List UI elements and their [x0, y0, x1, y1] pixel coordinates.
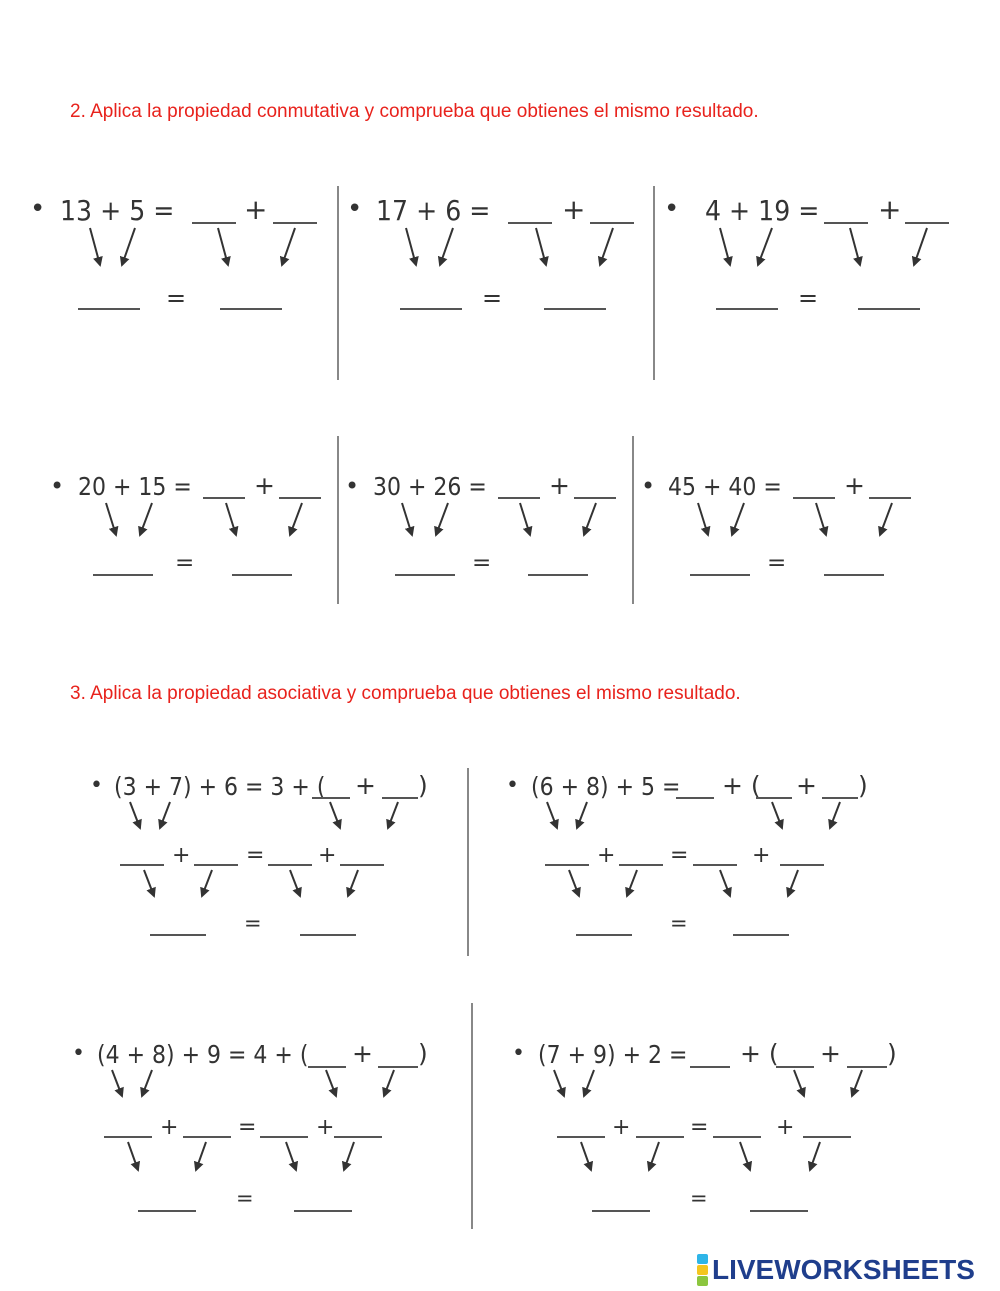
- equals-sign: =: [236, 1186, 254, 1210]
- logo-block: [697, 1276, 708, 1286]
- result-blank-left[interactable]: [93, 574, 153, 576]
- arrows-icon: [528, 225, 618, 270]
- expression: 17 + 6 =: [376, 194, 491, 227]
- plus-sign: +: [776, 1115, 795, 1140]
- result-blank-right[interactable]: [544, 308, 606, 310]
- arrows-icon: [124, 1140, 212, 1174]
- arrows-icon: [108, 1068, 158, 1100]
- plus-sign: +: [562, 193, 586, 226]
- close-paren: ): [418, 1039, 428, 1068]
- arrows-icon: [550, 1068, 600, 1100]
- blank-input[interactable]: [498, 497, 540, 499]
- arrows-icon: [322, 1068, 400, 1100]
- result-blank-right[interactable]: [294, 1210, 352, 1212]
- blank-input[interactable]: [590, 222, 634, 224]
- arrows-icon: [398, 225, 458, 270]
- column-divider: [337, 436, 339, 604]
- result-blank-left[interactable]: [78, 308, 140, 310]
- blank-input[interactable]: [382, 797, 418, 799]
- result-blank-left[interactable]: [716, 308, 778, 310]
- expression: (4 + 8) + 9 = 4 + (: [97, 1040, 309, 1069]
- arrows-icon: [790, 1068, 868, 1100]
- plus-sign: +: [878, 193, 902, 226]
- result-blank-left[interactable]: [576, 934, 632, 936]
- arrows-icon: [842, 225, 932, 270]
- equals-sign: =: [175, 550, 195, 576]
- result-blank-right[interactable]: [750, 1210, 808, 1212]
- blank-input[interactable]: [334, 1136, 382, 1138]
- arrows-icon: [396, 500, 456, 540]
- bullet: •: [30, 194, 46, 224]
- expression: 45 + 40 =: [668, 472, 782, 501]
- blank-input[interactable]: [756, 797, 792, 799]
- equals-sign: =: [798, 284, 819, 312]
- plus-sign: +: [752, 843, 771, 868]
- logo-block: [697, 1265, 708, 1275]
- arrows-icon: [768, 800, 846, 832]
- column-divider: [632, 436, 634, 604]
- equals-sign: =: [670, 843, 689, 868]
- arrows-icon: [577, 1140, 665, 1174]
- arrows-icon: [282, 1140, 360, 1174]
- bullet: •: [345, 472, 360, 500]
- expression: 13 + 5 =: [60, 194, 175, 227]
- expression: 20 + 15 =: [78, 472, 192, 501]
- arrows-icon: [220, 500, 310, 540]
- blank-input[interactable]: [203, 497, 245, 499]
- plus-sign: +: [254, 471, 275, 500]
- expression: 30 + 26 =: [373, 472, 487, 501]
- blank-input[interactable]: [619, 864, 663, 866]
- arrows-icon: [286, 868, 364, 900]
- result-blank-left[interactable]: [138, 1210, 196, 1212]
- logo-block: [697, 1254, 708, 1264]
- arrows-icon: [736, 1140, 826, 1174]
- arrows-icon: [810, 500, 900, 540]
- equals-sign: =: [166, 284, 187, 312]
- blank-input[interactable]: [676, 797, 714, 799]
- blank-input[interactable]: [557, 1136, 605, 1138]
- arrows-icon: [543, 800, 593, 832]
- plus-sign: +: [160, 1115, 179, 1140]
- equals-sign: =: [472, 550, 492, 576]
- plus-sign: +: [549, 471, 570, 500]
- arrows-icon: [514, 500, 604, 540]
- blank-input[interactable]: [340, 864, 384, 866]
- plus-sign: +: [844, 471, 865, 500]
- arrows-icon: [210, 225, 300, 270]
- equals-sign: =: [690, 1115, 709, 1140]
- equals-sign: =: [238, 1115, 257, 1140]
- column-divider: [471, 1003, 473, 1229]
- blank-input[interactable]: [312, 797, 350, 799]
- open-paren: + (: [722, 771, 761, 800]
- plus-sign: +: [597, 843, 616, 868]
- blank-input[interactable]: [822, 797, 858, 799]
- plus-sign: +: [352, 1039, 373, 1068]
- column-divider: [337, 186, 339, 380]
- close-paren: ): [887, 1039, 897, 1068]
- equals-sign: =: [246, 843, 265, 868]
- liveworksheets-logo: [697, 1253, 975, 1287]
- plus-sign: +: [796, 771, 817, 800]
- plus-sign: +: [612, 1115, 631, 1140]
- open-paren: + (: [740, 1039, 779, 1068]
- blank-input[interactable]: [104, 1136, 152, 1138]
- arrows-icon: [712, 225, 777, 270]
- blank-input[interactable]: [780, 864, 824, 866]
- equals-sign: =: [690, 1186, 708, 1210]
- result-blank-right[interactable]: [858, 308, 920, 310]
- bullet: •: [664, 194, 680, 224]
- close-paren: ): [858, 771, 868, 800]
- result-blank-right[interactable]: [528, 574, 588, 576]
- equals-sign: =: [670, 911, 688, 935]
- bullet: •: [641, 472, 656, 500]
- blank-input[interactable]: [545, 864, 589, 866]
- plus-sign: +: [244, 193, 268, 226]
- result-blank-left[interactable]: [690, 574, 750, 576]
- section-3-heading: 3. Aplica la propiedad asociativa y comprueba que obtienes el mismo resultado.: [70, 683, 741, 704]
- blank-input[interactable]: [803, 1136, 851, 1138]
- arrows-icon: [140, 868, 218, 900]
- blank-input[interactable]: [905, 222, 949, 224]
- arrows-icon: [100, 500, 160, 540]
- bullet: •: [347, 194, 363, 224]
- blank-input[interactable]: [690, 1066, 730, 1068]
- blank-input[interactable]: [279, 497, 321, 499]
- equals-sign: =: [767, 550, 787, 576]
- plus-sign: +: [318, 843, 337, 868]
- column-divider: [653, 186, 655, 380]
- bullet: •: [72, 1041, 85, 1066]
- blank-input[interactable]: [713, 1136, 761, 1138]
- bullet: •: [90, 773, 103, 798]
- result-blank-left[interactable]: [395, 574, 455, 576]
- expression: 4 + 19 =: [705, 194, 820, 227]
- expression: (3 + 7) + 6 = 3 + (: [114, 772, 326, 801]
- blank-input[interactable]: [574, 497, 616, 499]
- blank-input[interactable]: [824, 222, 868, 224]
- blank-input[interactable]: [508, 222, 552, 224]
- result-blank-right[interactable]: [824, 574, 884, 576]
- plus-sign: +: [316, 1115, 335, 1140]
- column-divider: [467, 768, 469, 956]
- blank-input[interactable]: [120, 864, 164, 866]
- blank-input[interactable]: [693, 864, 737, 866]
- arrows-icon: [80, 225, 140, 270]
- logo-text: LIVEWORKSHEETS: [712, 1254, 975, 1285]
- blank-input[interactable]: [793, 497, 835, 499]
- blank-input[interactable]: [268, 864, 312, 866]
- result-blank-right[interactable]: [220, 308, 282, 310]
- arrows-icon: [692, 500, 752, 540]
- arrows-icon: [716, 868, 804, 900]
- plus-sign: +: [820, 1039, 841, 1068]
- result-blank-right[interactable]: [733, 934, 789, 936]
- blank-input[interactable]: [192, 222, 236, 224]
- section-2-heading: 2. Aplica la propiedad conmutativa y comprueba que obtienes el mismo resultado.: [70, 101, 759, 122]
- bullet: •: [506, 773, 519, 798]
- blank-input[interactable]: [273, 222, 317, 224]
- bullet: •: [512, 1041, 525, 1066]
- result-blank-left[interactable]: [592, 1210, 650, 1212]
- result-blank-left[interactable]: [400, 308, 462, 310]
- logo-mark-icon: [697, 1254, 708, 1286]
- arrows-icon: [565, 868, 643, 900]
- blank-input[interactable]: [869, 497, 911, 499]
- blank-input[interactable]: [194, 864, 238, 866]
- plus-sign: +: [355, 771, 376, 800]
- expression: (6 + 8) + 5 =: [531, 772, 681, 801]
- bullet: •: [50, 472, 65, 500]
- blank-input[interactable]: [260, 1136, 308, 1138]
- arrows-icon: [326, 800, 404, 832]
- equals-sign: =: [482, 284, 503, 312]
- blank-input[interactable]: [636, 1136, 684, 1138]
- expression: (7 + 9) + 2 =: [538, 1040, 688, 1069]
- result-blank-right[interactable]: [300, 934, 356, 936]
- plus-sign: +: [172, 843, 191, 868]
- arrows-icon: [126, 800, 176, 832]
- result-blank-right[interactable]: [232, 574, 292, 576]
- close-paren: ): [418, 771, 428, 800]
- equals-sign: =: [244, 911, 262, 935]
- blank-input[interactable]: [183, 1136, 231, 1138]
- result-blank-left[interactable]: [150, 934, 206, 936]
